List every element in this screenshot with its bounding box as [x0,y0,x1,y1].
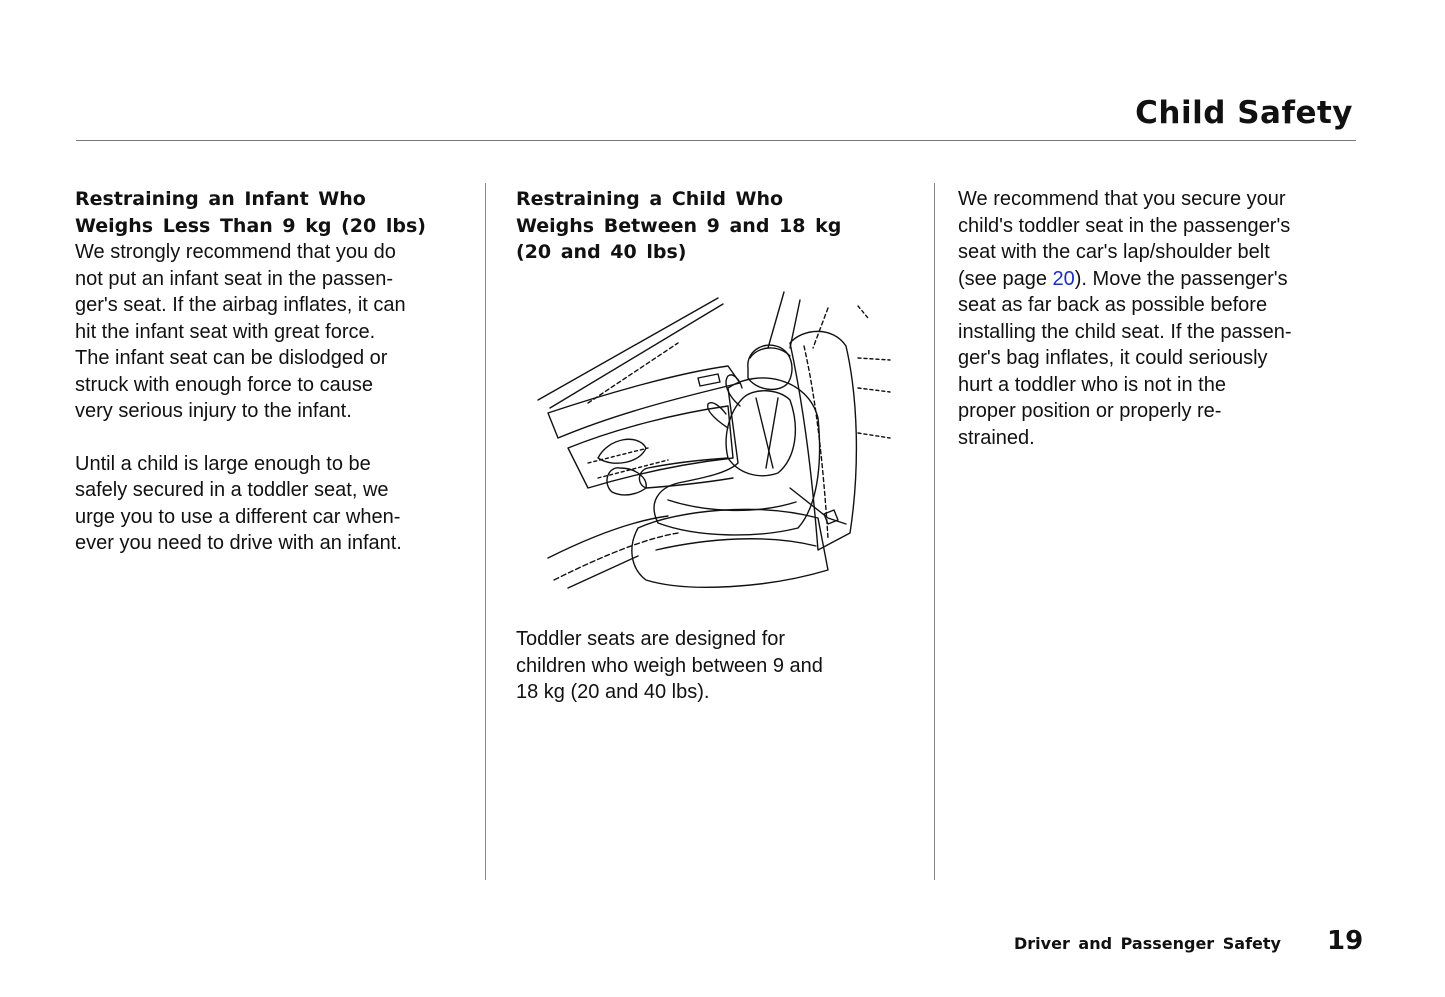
column-divider [934,183,935,880]
toddler-seat-edge [668,500,796,510]
dashboard-vent [698,374,720,386]
dash-detail [588,448,648,463]
text-line: Until a child is large enough to be [75,452,371,475]
windshield-line [550,304,723,408]
seat-back [790,331,856,550]
page-title: Child Safety [1135,95,1353,131]
text-line: very serious injury to the infant. [75,400,352,422]
floor-line [568,556,638,588]
text-line: safely secured in a toddler seat, we [75,479,389,501]
text-line-with-link [958,266,1358,293]
text-line: not put an infant seat in the passen- [75,267,393,290]
windshield-line [538,298,718,400]
text-line: struck with enough force to cause [75,373,373,396]
page-number: 19 [1327,926,1364,956]
floor-line [554,533,678,580]
text-line: ever you need to drive with an infant. [75,532,402,554]
text-line: The infant seat can be dislodged or [75,347,388,369]
text-line: urge you to use a different car when- [75,505,401,528]
text-line: hurt a toddler who is not in the [958,373,1226,396]
heading-line: Weighs Less Than 9 kg (20 lbs) [75,214,426,237]
text-line: installing the child seat. If the passen- [958,320,1292,343]
footer-section-title: Driver and Passenger Safety [1014,934,1281,953]
heading-line: Restraining a Child Who [516,188,784,210]
floor-line [548,516,668,558]
heading-line: Restraining an Infant Who [75,188,366,210]
text-line: strained. [958,426,1035,449]
infant-paragraph [75,239,470,425]
text-line: proper position or properly re- [958,400,1222,422]
page-20-link[interactable]: 20 [1052,267,1075,290]
link-prefix: (see page [958,267,1053,290]
text-line: 18 kg (20 and 40 lbs). [516,681,710,703]
heading-line: Weighs Between 9 and 18 kg [516,214,842,237]
child-in-toddler-seat-illustration [528,288,892,598]
pillar-line [858,306,868,318]
text-line: Toddler seats are designed for [516,628,786,650]
harness-strap [766,398,778,468]
toddler-seat-placement-section [958,186,1358,451]
title-divider [76,140,1356,141]
toddler-section [516,186,906,266]
text-line: ger's seat. If the airbag inflates, it can [75,294,406,316]
infant-advice-paragraph [75,451,470,557]
windshield-line [588,343,678,403]
link-suffix: ). Move the passenger's [1074,267,1288,290]
toddler-seat-shell [654,378,819,535]
text-line: ger's bag inflates, it could seriously [958,347,1268,369]
heading-line: (20 and 40 lbs) [516,241,687,263]
text-line: child's toddler seat in the passenger's [958,214,1291,237]
text-line: children who weigh between 9 and [516,654,823,677]
pillar-line [768,292,784,348]
text-line: We recommend that you secure your [958,188,1286,210]
infant-section-heading [75,186,470,239]
illustration-caption [516,626,906,706]
column-divider [485,183,486,880]
seat-cushion-seam [656,539,816,550]
text-line: seat as far back as possible before [958,294,1268,316]
pillar-line [813,308,828,348]
text-line: We strongly recommend that you do [75,241,396,263]
text-line: hit the infant seat with great force. [75,320,376,343]
pillar-line [858,358,890,360]
vent-oval [598,439,646,463]
pillar-line [858,388,890,392]
harness-strap [756,398,773,468]
infant-section [75,186,470,557]
text-line: seat with the car's lap/shoulder belt [958,241,1270,263]
pillar-line [858,433,890,438]
dashboard [548,366,740,438]
toddler-section-heading [516,186,906,266]
